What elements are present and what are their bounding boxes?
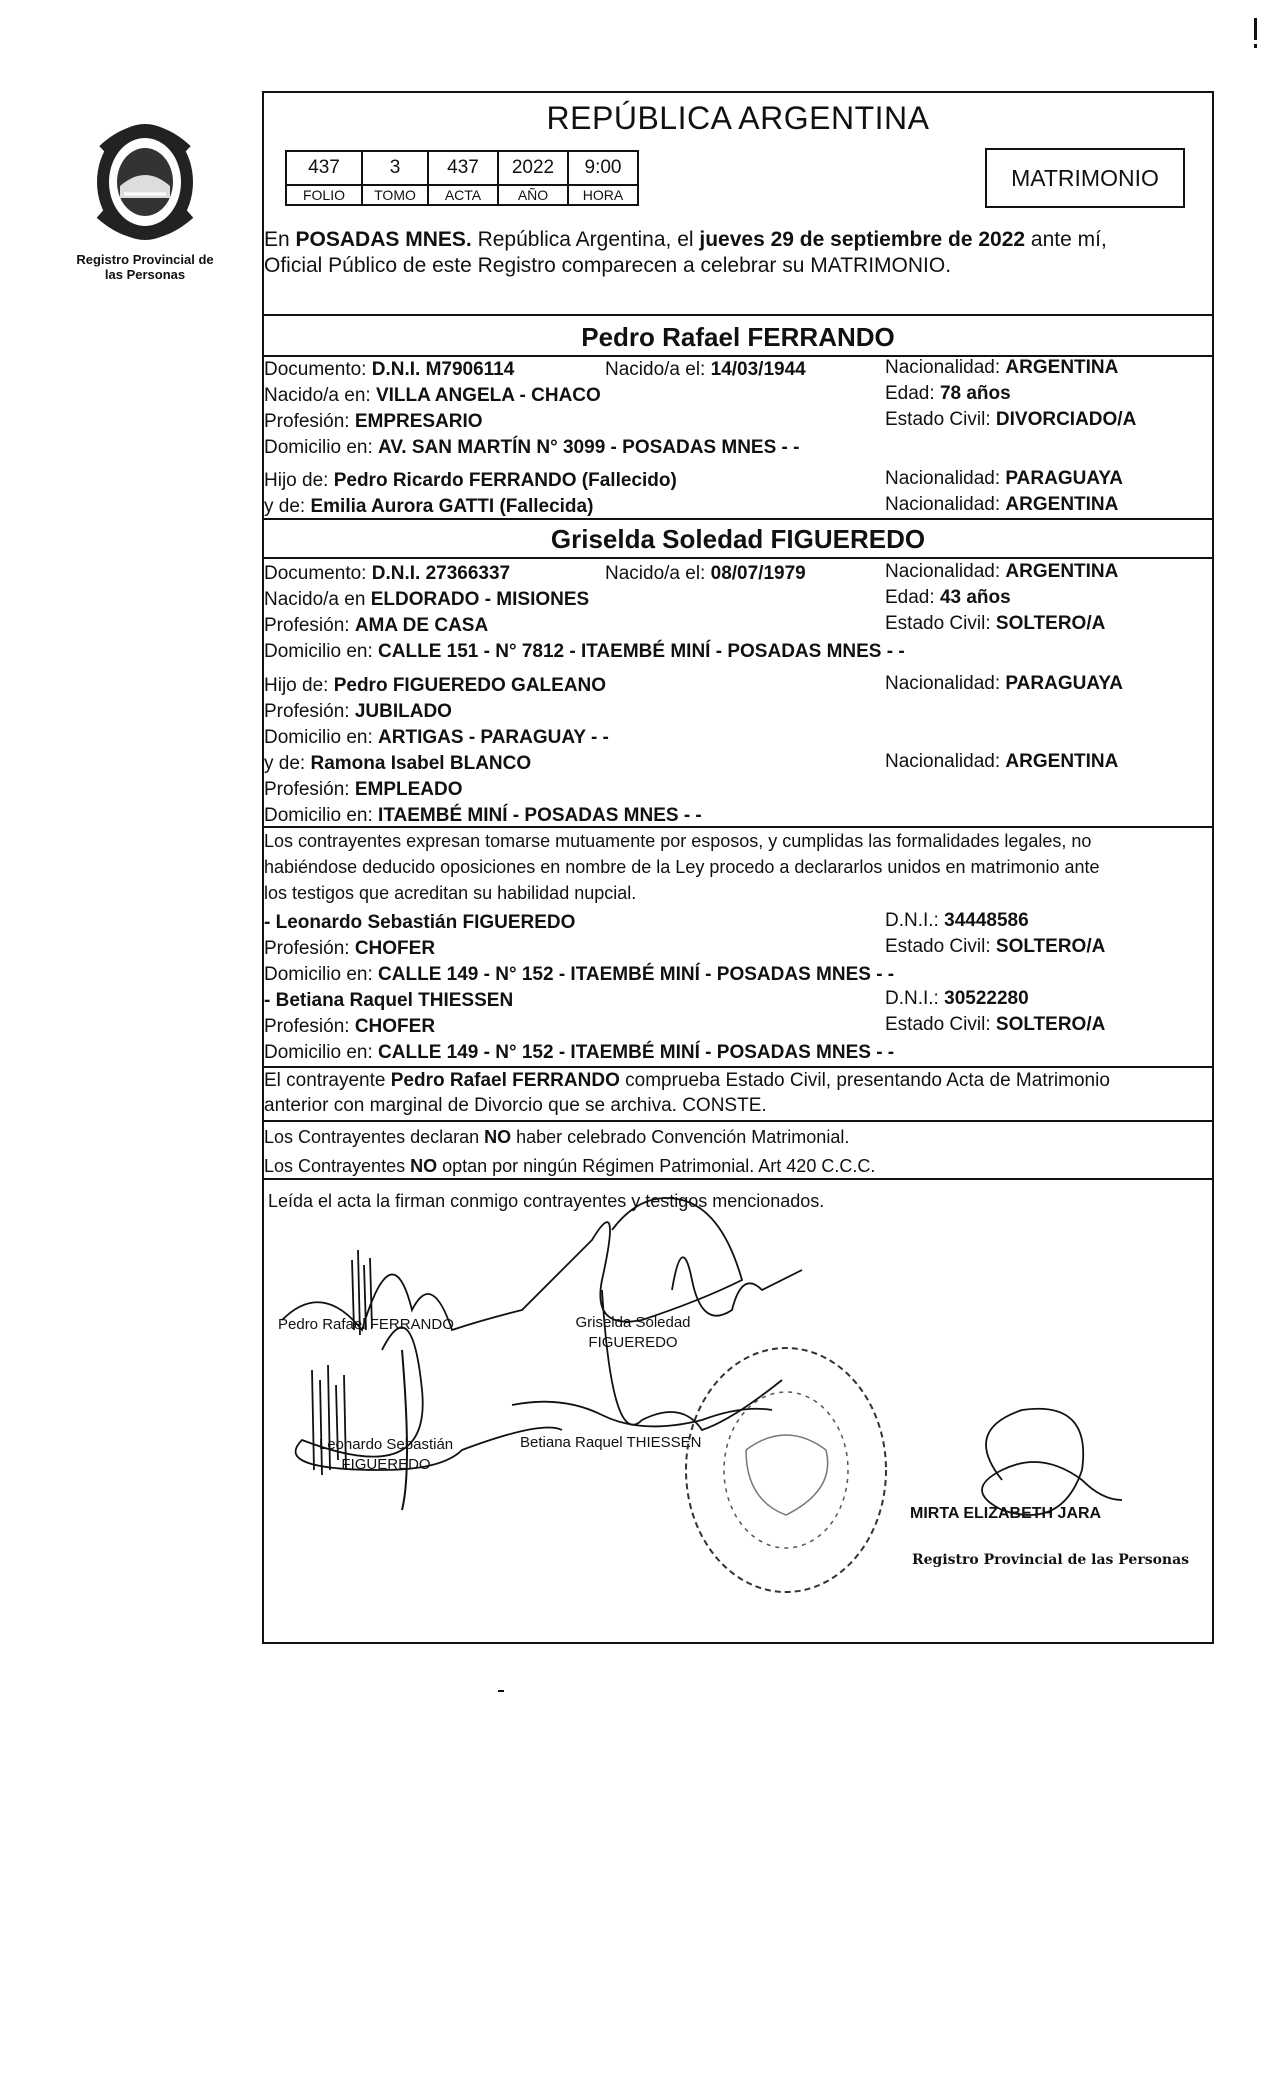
acta-id-table — [285, 150, 639, 206]
declaration-line-1: Los contrayentes expresan tomarse mutuamente por esposos, y cumplidas las formalidades legales, no — [264, 831, 1092, 851]
label: Profesión: — [264, 701, 350, 722]
label: Nacido/a en — [264, 589, 366, 610]
page-title: REPÚBLICA ARGENTINA — [546, 100, 930, 136]
note-text: Los Contrayentes — [264, 1156, 411, 1176]
value: Ramona Isabel BLANCO — [310, 753, 532, 774]
note-text: haber celebrado Convención Matrimonial. — [511, 1127, 850, 1147]
divider — [262, 1066, 1214, 1068]
spouse1-madre — [264, 496, 593, 518]
note-text: comprueba Estado Civil, presentando Acta de Matrimonio — [619, 1070, 1110, 1091]
official-name: MIRTA ELIZABETH JARA — [910, 1505, 1102, 1522]
label: Documento: — [264, 563, 367, 584]
label: Estado Civil: — [885, 936, 991, 957]
folio-label: FOLIO — [286, 185, 362, 205]
label: Nacionalidad: — [885, 751, 1001, 772]
value: SOLTERO/A — [995, 613, 1106, 634]
label: Profesión: — [264, 615, 350, 636]
record-type-box: MATRIMONIO — [985, 148, 1185, 208]
value: Pedro FIGUEREDO GALEANO — [333, 675, 607, 696]
spouse1-name: Pedro Rafael FERRANDO — [581, 322, 895, 352]
label: Estado Civil: — [885, 409, 991, 430]
declaration-line-2: habiéndose deducido oposiciones en nombre de la Ley procedo a declararlos unidos en matrimonio ante — [264, 857, 1100, 877]
spouse1-domicilio — [264, 437, 800, 459]
label: Edad: — [885, 383, 935, 404]
value: JUBILADO — [354, 701, 452, 722]
value: EMPRESARIO — [354, 411, 483, 432]
value: ELDORADO - MISIONES — [370, 589, 590, 610]
spouse2-padre-nac — [885, 673, 1123, 695]
hora-value: 9:00 — [568, 151, 638, 185]
witness1-dni — [885, 910, 1029, 932]
signature-label-spouse2-line1: Griselda Soledad — [575, 1314, 691, 1331]
value: ARTIGAS - PARAGUAY - - — [378, 727, 609, 748]
spouse1-edad — [885, 383, 1011, 405]
spouse2-padre-dom — [264, 727, 609, 749]
label: Edad: — [885, 587, 935, 608]
witness1-name: - Leonardo Sebastián FIGUEREDO — [264, 912, 576, 933]
spouse2-nacionalidad — [885, 561, 1118, 583]
value: Emilia Aurora GATTI (Fallecida) — [310, 496, 594, 517]
value: 34448586 — [944, 910, 1029, 931]
intro-text: En — [264, 228, 296, 251]
value: 08/07/1979 — [710, 563, 806, 584]
spouse2-estado — [885, 613, 1105, 635]
tomo-value: 3 — [362, 151, 428, 185]
value: VILLA ANGELA - CHACO — [375, 385, 601, 406]
intro-text: ante mí, — [1025, 228, 1107, 251]
value: ARGENTINA — [1005, 561, 1119, 582]
intro-place: POSADAS MNES. — [295, 228, 472, 251]
margin-mark-dot — [1254, 44, 1257, 48]
value: ITAEMBÉ MINÍ - POSADAS MNES - - — [378, 805, 702, 826]
witness1-domicilio — [264, 964, 894, 986]
signature-label-witness2: Betiana Raquel THIESSEN — [520, 1434, 702, 1451]
label: D.N.I.: — [885, 910, 939, 931]
label: Estado Civil: — [885, 1014, 991, 1035]
intro-line-2: Oficial Público de este Registro comparecen a celebrar su MATRIMONIO. — [264, 254, 952, 277]
value: CALLE 151 - N° 7812 - ITAEMBÉ MINÍ - POSADAS MNES - - — [378, 641, 905, 662]
label: Profesión: — [264, 411, 350, 432]
label: Hijo de: — [264, 675, 329, 696]
label: y de: — [264, 496, 306, 517]
acta-label: ACTA — [428, 185, 498, 205]
intro-text: República Argentina, el — [471, 228, 700, 251]
value: EMPLEADO — [354, 779, 463, 800]
witness2-estado — [885, 1014, 1105, 1036]
label: Domicilio en: — [264, 727, 373, 748]
spouse2-padre — [264, 675, 606, 697]
value: ARGENTINA — [1005, 494, 1119, 515]
spouse2-madre-nac — [885, 751, 1118, 773]
label: Estado Civil: — [885, 613, 991, 634]
witness1-profesion — [264, 938, 435, 960]
value: Pedro Ricardo FERRANDO (Fallecido) — [333, 470, 677, 491]
tomo-label: TOMO — [362, 185, 428, 205]
official-organization: Registro Provincial de las Personas — [912, 1552, 1190, 1568]
witness1-estado — [885, 936, 1105, 958]
label: Domicilio en: — [264, 641, 373, 662]
value: PARAGUAYA — [1005, 468, 1123, 489]
spouse2-nacido — [605, 563, 806, 585]
divorce-note-line-2: anterior con marginal de Divorcio que se archiva. CONSTE. — [264, 1095, 767, 1116]
label: Documento: — [264, 359, 367, 380]
spouse2-profesion — [264, 615, 488, 637]
value: 14/03/1944 — [710, 359, 806, 380]
label: Nacionalidad: — [885, 468, 1001, 489]
witness2-dni — [885, 988, 1029, 1010]
spouse2-padre-prof — [264, 701, 452, 723]
value: D.N.I. 27366337 — [371, 563, 511, 584]
value: CALLE 149 - N° 152 - ITAEMBÉ MINÍ - POSADAS MNES - - — [378, 1042, 895, 1063]
value: DIVORCIADO/A — [995, 409, 1137, 430]
value: CALLE 149 - N° 152 - ITAEMBÉ MINÍ - POSADAS MNES - - — [378, 964, 895, 985]
value: SOLTERO/A — [995, 936, 1106, 957]
signature-label-witness1-line2: FIGUEREDO — [341, 1456, 431, 1473]
value: PARAGUAYA — [1005, 673, 1123, 694]
label: D.N.I.: — [885, 988, 939, 1009]
spouse2-documento — [264, 563, 510, 585]
declaration-line-3: los testigos que acreditan su habilidad nupcial. — [264, 883, 637, 903]
acta-value: 437 — [428, 151, 498, 185]
label: Nacionalidad: — [885, 357, 1001, 378]
label: Nacionalidad: — [885, 494, 1001, 515]
value: AMA DE CASA — [354, 615, 489, 636]
note-text: El contrayente — [264, 1070, 391, 1091]
note-text: Los Contrayentes declaran — [264, 1127, 485, 1147]
spouse1-nacionalidad — [885, 357, 1118, 379]
signature-label-spouse2-line2: FIGUEREDO — [588, 1334, 678, 1351]
signature-label-spouse1: Pedro Rafael FERRANDO — [278, 1316, 454, 1333]
label: Nacido/a el: — [605, 359, 706, 380]
spouse1-profesion — [264, 411, 483, 433]
note-text: optan por ningún Régimen Patrimonial. Art 420 C.C.C. — [437, 1156, 876, 1176]
registry-stamp — [676, 1340, 896, 1605]
value: D.N.I. M7906114 — [371, 359, 515, 380]
spouse1-nacido — [605, 359, 806, 381]
value: CHOFER — [354, 1016, 436, 1037]
value: 30522280 — [944, 988, 1029, 1009]
folio-value: 437 — [286, 151, 362, 185]
label: Hijo de: — [264, 470, 329, 491]
spouse1-estado — [885, 409, 1136, 431]
divorce-note-line-1 — [264, 1070, 1110, 1092]
spouse2-madre — [264, 753, 531, 775]
label: Domicilio en: — [264, 1042, 373, 1063]
spouse2-madre-prof — [264, 779, 463, 801]
note-name: Pedro Rafael FERRANDO — [390, 1070, 620, 1091]
spouse1-padre — [264, 470, 677, 492]
divider — [262, 1120, 1214, 1122]
label: y de: — [264, 753, 306, 774]
spouse1-lugar — [264, 385, 601, 407]
note-no: NO — [410, 1156, 438, 1176]
label: Domicilio en: — [264, 805, 373, 826]
value: AV. SAN MARTÍN N° 3099 - POSADAS MNES - - — [378, 437, 800, 458]
spouse2-lugar — [264, 589, 589, 611]
divider — [262, 557, 1214, 559]
value: SOLTERO/A — [995, 1014, 1106, 1035]
spouse2-edad — [885, 587, 1011, 609]
value: CHOFER — [354, 938, 436, 959]
value: ARGENTINA — [1005, 357, 1119, 378]
value: 43 años — [939, 587, 1011, 608]
label: Profesión: — [264, 938, 350, 959]
spouse2-madre-dom — [264, 805, 702, 827]
intro-line-1 — [264, 228, 1107, 252]
label: Domicilio en: — [264, 964, 373, 985]
value: 78 años — [939, 383, 1011, 404]
label: Profesión: — [264, 1016, 350, 1037]
value: ARGENTINA — [1005, 751, 1119, 772]
label: Nacionalidad: — [885, 673, 1001, 694]
spouse2-name: Griselda Soledad FIGUEREDO — [550, 524, 926, 554]
hora-label: HORA — [568, 185, 638, 205]
witness2-domicilio — [264, 1042, 894, 1064]
convention-line-1 — [264, 1126, 849, 1148]
registry-caption: Registro Provincial de las Personas — [76, 252, 214, 282]
intro-date: jueves 29 de septiembre de 2022 — [699, 228, 1026, 251]
divider — [262, 826, 1214, 828]
stray-mark — [498, 1690, 504, 1692]
spouse1-documento — [264, 359, 514, 381]
anio-value: 2022 — [498, 151, 568, 185]
label: Nacido/a en: — [264, 385, 371, 406]
signature-label-witness1-line1: Leonardo Sebastián — [318, 1436, 454, 1453]
closing-text: Leída el acta la firman conmigo contrayentes y testigos mencionados. — [268, 1191, 825, 1211]
witness2-name: - Betiana Raquel THIESSEN — [264, 990, 514, 1011]
spouse2-domicilio — [264, 641, 905, 663]
divider — [262, 518, 1214, 520]
note-no: NO — [484, 1127, 512, 1147]
label: Domicilio en: — [264, 437, 373, 458]
witness2-profesion — [264, 1016, 435, 1038]
spouse1-padre-nac — [885, 468, 1123, 490]
label: Nacionalidad: — [885, 561, 1001, 582]
anio-label: AÑO — [498, 185, 568, 205]
label: Nacido/a el: — [605, 563, 706, 584]
provincial-seal-logo — [80, 114, 210, 254]
spouse1-madre-nac — [885, 494, 1118, 516]
margin-mark — [1254, 18, 1257, 40]
label: Profesión: — [264, 779, 350, 800]
divider — [262, 314, 1214, 316]
